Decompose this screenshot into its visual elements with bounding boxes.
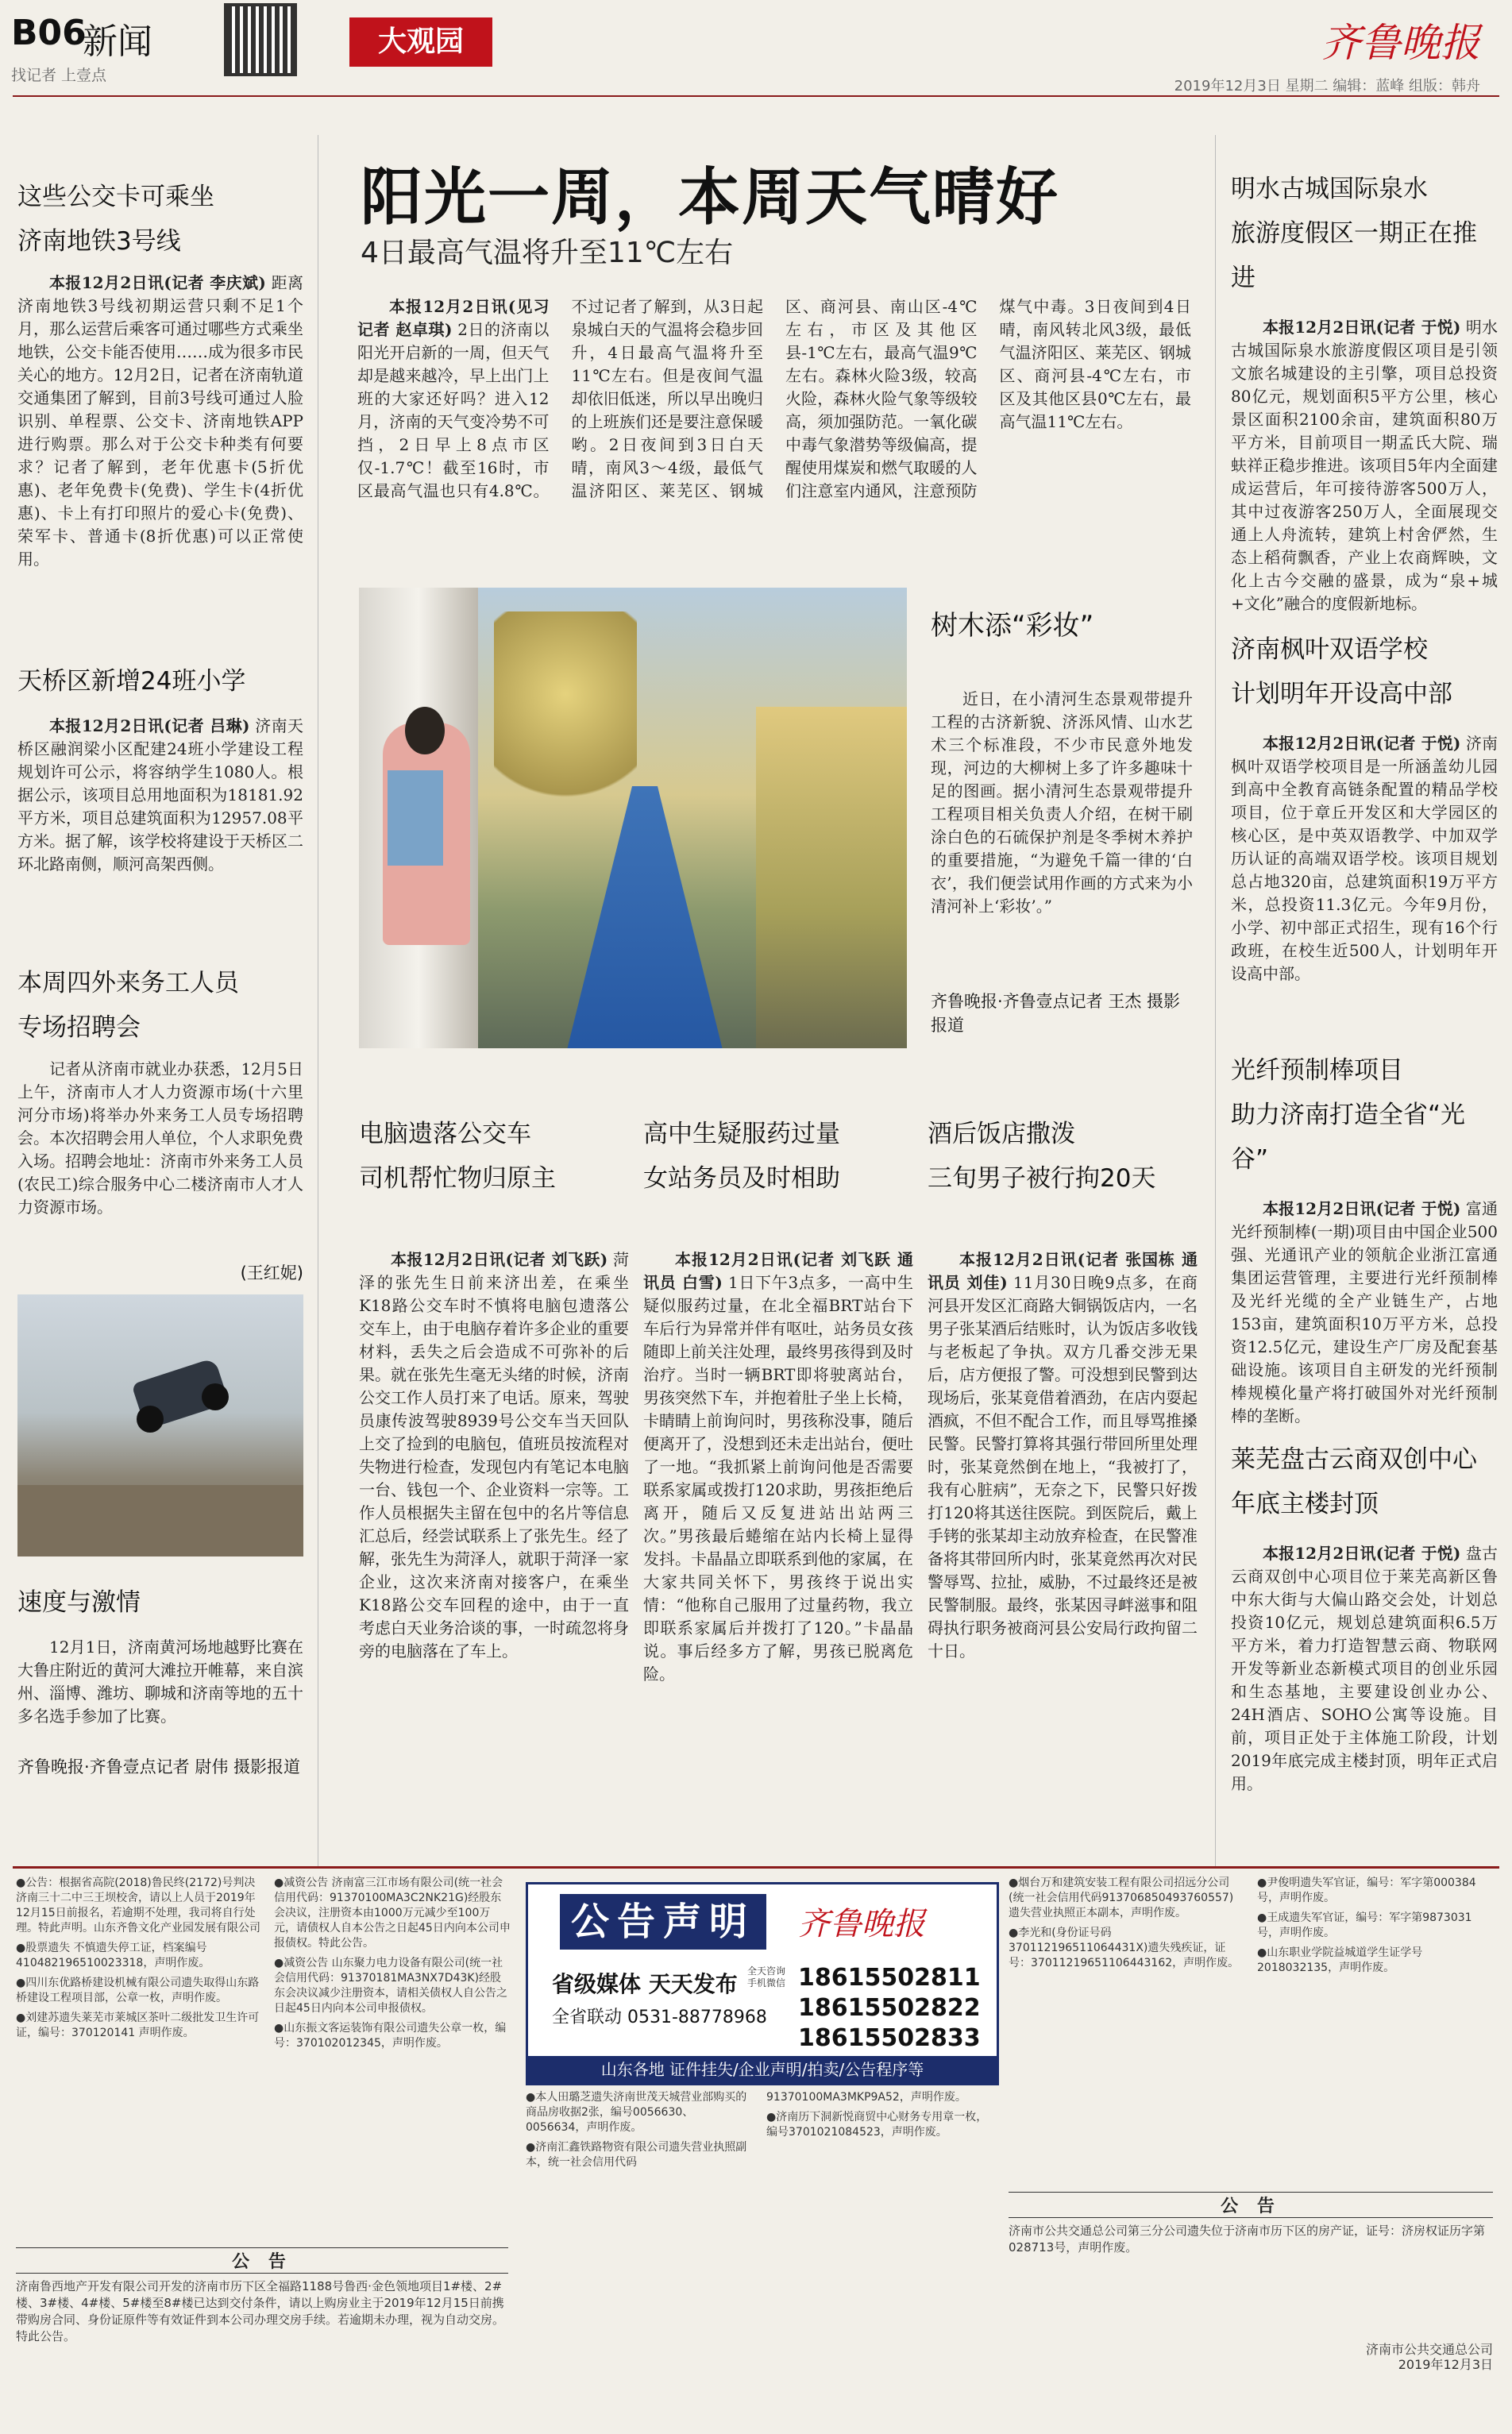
story-lead: 本报12月2日讯(记者 刘飞跃 通讯员 白雪)	[643, 1250, 913, 1292]
story-headline: 济南枫叶双语学校	[1231, 635, 1428, 664]
notice-date: 2019年12月3日	[1398, 2357, 1493, 2372]
qr-code	[227, 6, 294, 73]
story-body: 11月30日晚9点多，在商河县开发区汇商路大铜锅饭店内，一名男子张某酒后结账时，认为饭店多收钱与老板起了争执。双方几番交涉无果后，店方便报了警。可没想到民警到达现场后，张某竟借着酒劲，在店内耍起酒疯，不但不配合工作，而且辱骂推搡民警。民警打算将其强行带回所里处理时，张某竟然倒在地上，“我被打了，我有心脏病”，无奈之下，民警只好拨打120将其送往医院。到医院后，戴上手铐的张某却主动放弃检查，在民警准备将其带回所内时，张某竟然再次对民警辱骂、拉扯，威胁，不过最终还是被民警制服。最终，张某因寻衅滋事和阻碍执行职务被商河县公安局行政拘留二十日。	[928, 1273, 1198, 1661]
masthead-rule	[13, 95, 1499, 97]
ad-block-mid-left	[274, 1876, 512, 2122]
story-headline: 电脑遗落公交车	[359, 1120, 531, 1148]
story-headline: 助力济南打造全省“光谷”	[1231, 1101, 1466, 1174]
story-headline: 济南地铁3号线	[17, 227, 181, 256]
story-body: 1日下午3点多，一高中生疑似服药过量，在北全福BRT站台下车后行为异常并伴有呕吐，站务员女孩随即上前关注处理，最终男孩得到及时治疗。当时一辆BRT即将驶离站台，男孩突然下车，并抱着肚子坐上长椅，卡睛睛上前询问时，男孩称没事，随后便离开了，没想到还未走出站台，便吐了一地。“我抓紧上前询问他是否需要联系家属或拨打120求助，男孩拒绝后离开，随后又反复进站出站两三次。”男孩最后蜷缩在站内长椅上显得发抖。卡晶晶立即联系到他的家属，在大家共同关怀下，男孩终于说出实情：“他称自己服用了过量药物，我立即联系家属后并拨打了120。”卡晶晶说。事后经多方了解，男孩已脱离危险。	[643, 1273, 913, 1684]
left-story-1	[17, 175, 303, 621]
ad-phone: 18615502811	[798, 1964, 981, 1992]
ad-box-title: 公告声明	[560, 1894, 766, 1950]
story-byline: 齐鲁晚报·齐鲁壹点记者 王杰 摄影报道	[931, 992, 1181, 1035]
ad-hotline: 全省联动 0531-88778968	[552, 2008, 767, 2027]
bottom-story-2	[643, 1112, 913, 1852]
column-tag: 大观园	[349, 17, 492, 67]
right-story-1	[1231, 167, 1498, 650]
story-lead: 本报12月2日讯(记者 吕琳)	[49, 716, 250, 735]
story-sign: 齐鲁晚报·齐鲁壹点记者 尉伟 摄影报道	[17, 1757, 301, 1776]
left-story-2	[17, 659, 303, 945]
announcement-ad-box	[526, 1882, 999, 2085]
story-headline: 明水古城国际泉水	[1231, 175, 1428, 203]
story-body: 盘古云商双创中心项目位于莱芜高新区鲁中东大街与大偏山路交会处，计划总投资10亿元，规划总建筑面积6.5万平方米，着力打造智慧云商、物联网开发等新业态新模式项目的创业乐园和生态基地，主要建设创业办公、24H酒店、SOHO公寓等设施。目前，项目正处于主体施工阶段，计划2019年底完成主楼封顶，明年正式启用。	[1231, 1544, 1498, 1793]
right-story-2	[1231, 627, 1498, 1050]
reporter-line: 找记者 上壹点	[11, 67, 107, 84]
ad-notice: ●王成遗失军官证，编号：军字第9873031号，声明作废。	[1257, 1911, 1472, 1939]
story-lead: 本报12月2日讯(记者 李庆斌)	[49, 273, 266, 292]
story-lead: 本报12月2日讯(记者 刘飞跃)	[391, 1250, 608, 1269]
column-divider	[1215, 135, 1216, 1866]
ad-notice: ●本人田璐芝遗失济南世茂天城营业部购买的商品房收据2张，编号0056630、0056634，声明作废。	[526, 2091, 747, 2134]
bottom-story-3	[928, 1112, 1198, 1852]
story-body: 记者从济南市就业办获悉，12月5日上午，济南市人才人力资源市场(十六里河分市场)将举办外来务工人员专场招聘会。本次招聘会用人单位，个人求职免费入场。招聘会地址：济南市外来务工人员(农民工)综合服务中心二楼济南市人才人力资源市场。	[17, 1059, 303, 1217]
story-lead: 本报12月2日讯(见习记者 赵卓琪)	[357, 297, 550, 339]
ad-slogan: 省级媒体 天天发布	[552, 1971, 738, 1997]
story-body: 距离济南地铁3号线初期运营只剩不足1个月，那么运营后乘客可通过哪些方式乘坐地铁，公交卡能否使用……成为很多市民关心的地方。12月2日，记者在济南轨道交通集团了解到，目前3号线可通过人脸识别、单程票、公交卡、济南地铁APP进行购票。那么对于公交卡种类有何要求？记者了解到，老年优惠卡(5折优惠)、老年免费卡(免费)、学生卡(4折优惠)、卡上有打印照片的爱心卡(免费)、荣军卡、普通卡(8折优惠)可以正常使用。	[17, 273, 303, 569]
story-body: 近日，在小清河生态景观带提升工程的古济新貌、济泺风情、山水艺术三个标准段，不少市民意外地发现，河边的大柳树上多了许多趣味十足的图画。据小清河生态景观带提升工程项目相关负责人介绍，在树干刷涂白色的石硫保护剂是冬季树木养护的重要措施，“为避免千篇一律的‘白衣’，我们便尝试用作画的方式来为小清河补上‘彩妆’。”	[931, 689, 1193, 916]
date-line: 2019年12月3日 星期二 编辑：蓝峰 组版：韩舟	[1174, 78, 1480, 95]
story-body: 12月1日，济南黄河场地越野比赛在大鲁庄附近的黄河大滩拉开帷幕，来自滨州、淄博、潍坊、聊城和济南等地的五十多名选手参加了比赛。	[17, 1637, 303, 1726]
main-subheadline: 4日最高气温将升至11℃左右	[361, 237, 734, 269]
story-lead: 本报12月2日讯(记者 于悦)	[1263, 1544, 1461, 1563]
brand-logo: 齐鲁晚报	[1321, 20, 1480, 66]
bottom-story-1	[359, 1112, 629, 1852]
story-headline: 高中生疑服药过量	[643, 1120, 840, 1148]
ad-phone: 18615502822	[798, 1994, 981, 2022]
main-story-body	[357, 295, 1191, 557]
page-number: B06	[11, 13, 87, 53]
notice-bottom-right	[1009, 2192, 1493, 2372]
main-headline: 阳光一周，本周天气晴好	[361, 162, 1060, 233]
story-body: 菏泽的张先生日前来济出差，在乘坐K18路公交车时不慎将电脑包遗落公交车上，由于电脑存着许多企业的重要材料，丢失之后会造成不可弥补的后果。就在张先生毫无头绪的时候，济南公交工作人员打来了电话。原来，驾驶员康传波驾驶8939号公交车当天回队上交了捡到的电脑包，值班员按流程对失物进行检查，发现包内有笔记本电脑一台、钱包一个、企业资料一宗等。工作人员根据失主留在包中的名片等信息汇总后，经尝试联系上了张先生。经了解，张先生为菏泽人，就职于菏泽一家企业，这次来济南对接客户，在乘坐K18路公交车回程的途中，由于一直考虑白天业务洽谈的事，一时疏忽将身旁的电脑落在了车上。	[359, 1250, 629, 1661]
ad-box-paper: 齐鲁晚报	[798, 1906, 925, 1942]
ad-block-right	[1009, 1876, 1493, 2162]
story-headline: 光纤预制棒项目	[1231, 1056, 1403, 1085]
ad-notice: ●山东职业学院益城道学生证学号2018032135，声明作废。	[1257, 1946, 1423, 1974]
notice-signer: 济南市公共交通总公司	[1365, 2342, 1493, 2357]
story-lead: 本报12月2日讯(记者 于悦)	[1263, 318, 1461, 337]
ad-notice: ●减资公告 济南富三江市场有限公司(统一社会信用代码：91370100MA3C2NK21G)经股东会决议，注册资本由1000万元减少至100万元，请债权人自本公告之日起45日内向本公司申报债权。特此公告。	[274, 1877, 511, 1950]
section-name: 新闻	[83, 21, 152, 62]
ad-phone: 18615502833	[798, 2024, 981, 2052]
story-body: 明水古城国际泉水旅游度假区项目是引领文旅名城建设的主引擎，项目总投资80亿元，规划面积5平方公里，核心景区面积2100余亩，建筑面积80万平方米，目前项目一期孟氏大院、瑞蚨祥正稳步推进。该项目5年内全面建成运营后，年可接待游客500万人，其中过夜游客250万人，全面展现交通上人舟流转，建筑上村舍俨然，生态上稻荷飘香，产业上农商辉映，文化上古今交融的盛景，成为“泉+城+文化”融合的度假新地标。	[1231, 318, 1498, 613]
ad-notice: ●山东振文客运装饰有限公司遗失公章一枚，编号：370102012345，声明作废。	[274, 2022, 507, 2050]
ad-notice: ●李光和(身份证号码370112196511064431X)遗失残疾证，证号：37011219651106443162，声明作废。	[1009, 1927, 1240, 1969]
ad-notice: ●股票遗失 不慎遗失停工证，档案编号410482196510023318，声明作废。	[16, 1942, 210, 1969]
story-headline: 专场招聘会	[17, 1013, 141, 1042]
ad-section-rule	[13, 1866, 1499, 1869]
ad-notice: ●济南汇鑫铁路物资有限公司遗失营业执照副本，统一社会信用代码91370100MA3MKP9A52，声明作废。	[526, 2091, 966, 2169]
story-headline: 树木添“彩妆”	[931, 610, 1094, 642]
story-body: 富通光纤预制棒(一期)项目由中国企业500强、光通讯产业的领航企业浙江富通集团运营管理，主要进行光纤预制棒及光纤光缆的全产业链生产，占地153亩，建筑面积10万平方米，总投资12.5亿元，建设生产厂房及配套基础设施。该项目自主研发的光纤预制棒规模化量产将打破国外对光纤预制棒的垄断。	[1231, 1199, 1498, 1425]
ad-block-left	[16, 1876, 262, 2122]
ad-notice: ●四川东优路桥建设机械有限公司遗失取得山东路桥建设工程项目部，公章一枚，声明作废。	[16, 1977, 260, 2004]
story-headline: 速度与激情	[17, 1588, 141, 1617]
notice-bottom-left	[16, 2247, 508, 2413]
story-sign: (王红妮)	[240, 1263, 303, 1283]
story-headline: 这些公交卡可乘坐	[17, 183, 214, 211]
ad-notice: ●减资公告 山东聚力电力设备有限公司(统一社会信用代码：91370181MA3NX7D43K)经股东会决议减少注册资本，请相关债权人自公告之日起45日内向本公司申报债权。	[274, 1957, 507, 2015]
right-story-4	[1231, 1437, 1498, 1868]
ad-block-under-box	[526, 2090, 994, 2233]
story-headline: 司机帮忙物归原主	[359, 1164, 556, 1193]
story-body: 2日的济南以阳光开启新的一周，但天气却是越来越冷，早上出门上班的大家还好吗？进入12月，济南的天气变冷势不可挡，2日早上8点市区仅-1.7℃！截至16时，市区最高气温也只有4.8℃。不过记者了解到，从3日起泉城白天的气温将会稳步回升，4日最高气温将升至11℃左右。但是夜间气温却依旧低迷，所以早出晚归的上班族们还是要注意保暖哟。2日夜间到3日白天晴，南风3～4级，最低气温济阳区、莱芜区、钢城区、商河县、南山区-4℃左右，市区及其他区县-1℃左右，最高气温9℃左右。森林火险3级，较高火险，森林火险气象等级较高，须加强防范。一氧化碳中毒气象潜势等级偏高，提醒使用煤炭和燃气取暖的人们注意室内通风，注意预防煤气中毒。3日夜间到4日晴，南风转北风3级，最低气温济阳区、莱芜区、钢城区、商河县-4℃左右，市区及其他区县0℃左右，最高气温11℃左右。	[357, 297, 1191, 500]
ad-footer: 山东各地 证件挂失/企业声明/拍卖/公告程序等	[528, 2056, 997, 2083]
story-body: 济南天桥区融润梁小区配建24班小学建设工程规划许可公示，将容纳学生1080人。根据公示，该项目总用地面积为18181.92平方米，项目总建筑面积为12957.08平方米。据了解，该学校将建设于天桥区二环北路南侧，顺河高架西侧。	[17, 716, 303, 874]
story-headline: 酒后饭店撒泼	[928, 1120, 1075, 1148]
ad-notice: ●刘建苏遗失莱芜市莱城区茶叶二级批发卫生许可证，编号：370120141 声明作废。	[16, 2012, 260, 2039]
story-headline: 计划明年开设高中部	[1231, 680, 1452, 708]
racing-photo	[17, 1294, 303, 1556]
story-headline: 年底主楼封顶	[1231, 1490, 1379, 1518]
notice-title: 公 告	[1009, 2192, 1493, 2218]
story-body: 济南枫叶双语学校项目是一所涵盖幼儿园到高中全教育高链条配置的精品学校项目，位于章丘开发区和大学园区的核心区，是中英双语教学、中加双学历认证的高端双语学校。该项目规划总占地320亩，总建筑面积19万平方米，总投资11.3亿元。今年9月份，小学、初中部正式招生，现有16个行政班，在校生近500人，计划明年开设高中部。	[1231, 734, 1498, 983]
notice-title: 公 告	[16, 2247, 508, 2274]
story-headline: 莱芜盘古云商双创中心	[1231, 1445, 1477, 1474]
ad-notice: ●烟台万和建筑安装工程有限公司招远分公司(统一社会信用代码913706850493760557)遗失营业执照正本副本，声明作废。	[1009, 1877, 1234, 1919]
left-story-3	[17, 961, 303, 1285]
left-story-4	[17, 1580, 303, 1779]
story-headline: 女站务员及时相助	[643, 1164, 840, 1193]
story-headline: 三旬男子被行拘20天	[928, 1164, 1156, 1193]
ad-notice: ●公告：根据省高院(2018)鲁民终(2172)号判决济南三十二中三王坝校舍，请以上人员于2019年12月15日前报名，若逾期不处理，我司将自行处理。特此声明。山东齐鲁文化产业园发展有限公司	[16, 1877, 260, 1934]
story-headline: 天桥区新增24班小学	[17, 667, 246, 696]
story-lead: 本报12月2日讯(记者 于悦)	[1263, 1199, 1461, 1218]
ad-notice: ●济南历下洞新悦商贸中心财务专用章一枚，编号3701021084523，声明作废。	[766, 2111, 988, 2139]
ad-slogan-small: 全天咨询 手机微信	[747, 1965, 786, 1988]
story-lead: 本报12月2日讯(记者 张国栋 通讯员 刘佳)	[928, 1250, 1198, 1292]
notice-body: 济南市公共交通总公司第三分公司遗失位于济南市历下区的房产证，证号：济房权证历字第028713号，声明作废。	[1009, 2224, 1486, 2255]
notice-body: 济南鲁西地产开发有限公司开发的济南市历下区全福路1188号鲁西·金色领地项目1#楼、2#楼、3#楼、4#楼、5#楼至8#楼已达到交付条件，请以上购房业主于2019年12月15日前携带购房合同、身份证原件等有效证件到本公司办理交房手续。若逾期未办理，视为自动交房。特此公告。	[16, 2279, 505, 2343]
story-lead: 本报12月2日讯(记者 于悦)	[1263, 734, 1461, 753]
painted-tree-photo	[359, 588, 907, 1048]
ad-notice: ●尹俊明遗失军官证，编号：军字第000384号，声明作废。	[1257, 1877, 1476, 1904]
story-headline: 旅游度假区一期正在推进	[1231, 219, 1477, 292]
trees-story	[931, 604, 1193, 1037]
story-headline: 本周四外来务工人员	[17, 969, 239, 997]
